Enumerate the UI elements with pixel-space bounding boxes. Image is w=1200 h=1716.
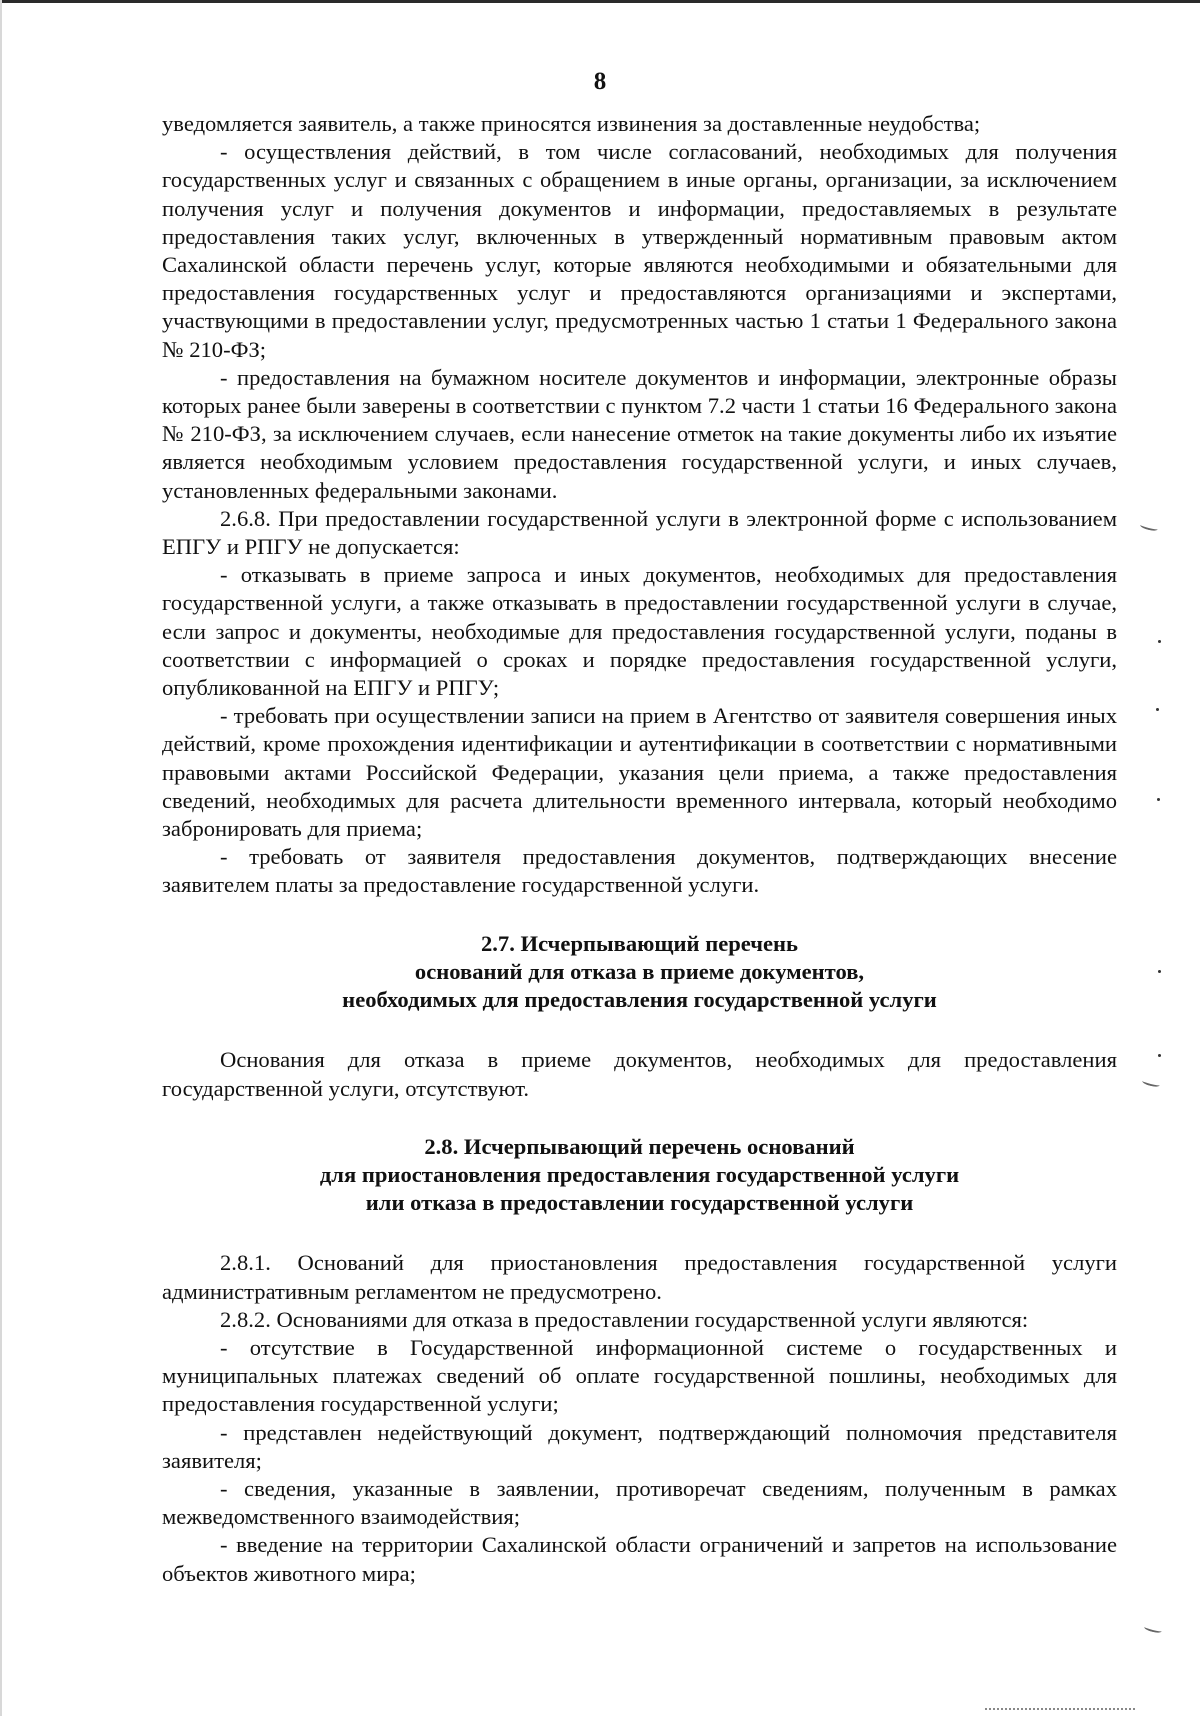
scan-left-edge xyxy=(0,0,2,1716)
section-2-8-paragraph-1: 2.8.1. Оснований для приостановления предоставления государственной услуги административным регламентом не предусмотрено. xyxy=(162,1250,1117,1304)
page-number: 8 xyxy=(593,68,607,95)
scan-speck xyxy=(1158,640,1161,643)
section-2-7-heading xyxy=(162,930,1117,1015)
paragraph-4: 2.6.8. При предоставлении государственной услуги в электронной форме с использованием ЕПГУ и РПГУ не допускается: xyxy=(162,505,1117,560)
scan-mark xyxy=(1142,1078,1161,1088)
section-2-7-heading-line-2: оснований для отказа в приеме документов, xyxy=(414,958,865,984)
section-2-8-heading-line-3: или отказа в предоставлении государственной услуги xyxy=(365,1190,914,1216)
section-2-7-heading-line-1: 2.7. Исчерпывающий перечень xyxy=(480,930,799,956)
scan-speck xyxy=(1158,1054,1161,1057)
section-2-8-paragraph-3: - отсутствие в Государственной информационной системе о государственных и муниципальных платежах сведений об оплате государственной пошлины, необходимых для предоставления государственной услуги; xyxy=(162,1334,1117,1417)
section-2-8-paragraph-2: 2.8.2. Основаниями для отказа в предоставлении государственной услуги являются: xyxy=(220,1306,1029,1332)
scan-mark xyxy=(1144,1624,1163,1634)
paragraph-5: - отказывать в приеме запроса и иных документов, необходимых для предоставления государственной услуги, а также отказывать в предоставлении государственной услуги в случае, если запрос и документы, необходимые для предоставления государственной услуги, поданы в соответствии с информацией о сроках и порядке предоставления государственной услуги, опубликованной на ЕПГУ и РПГУ; xyxy=(162,562,1117,701)
scan-top-edge xyxy=(0,0,1200,3)
scan-speck xyxy=(1158,970,1161,973)
section-2-8-heading xyxy=(162,1133,1117,1218)
spacer xyxy=(162,1217,1117,1249)
paragraph-6: - требовать при осуществлении записи на прием в Агентство от заявителя совершения иных действий, кроме прохождения идентификации и аутентификации в соответствии с нормативными правовыми актами Российской Федерации, указания цели приема, а также предоставления сведений, необходимых для расчета длительности временного интервала, который необходимо забронировать для приема; xyxy=(162,703,1117,842)
section-2-8-paragraph-4: - представлен недействующий документ, подтверждающий полномочия представителя заявителя; xyxy=(162,1419,1117,1473)
paragraph-3: - предоставления на бумажном носителе документов и информации, электронные образы которых ранее были заверены в соответствии с пунктом 7.2 части 1 статьи 16 Федерального закона № 210-ФЗ, за исключением случаев, если нанесение отметок на такие документы либо их изъятие является необходимым условием предоставления государственной услуги, и иных случаев, установленных федеральными законами. xyxy=(162,364,1117,503)
section-2-7-body: Основания для отказа в приеме документов, необходимых для предоставления государственной услуги, отсутствуют. xyxy=(162,1047,1117,1101)
section-2-8-paragraph-5: - сведения, указанные в заявлении, противоречат сведениям, полученным в рамках межведомственного взаимодействия; xyxy=(162,1475,1117,1530)
section-2-8-paragraph-6: - введение на территории Сахалинской области ограничений и запретов на использование объектов животного мира; xyxy=(162,1532,1117,1586)
scan-mark xyxy=(1140,522,1159,532)
paragraph-7: - требовать от заявителя предоставления документов, подтверждающих внесение заявителем платы за предоставление государственной услуги. xyxy=(162,844,1117,898)
paragraph-2: - осуществления действий, в том числе согласований, необходимых для получения государственных услуг и связанных с обращением в иные органы, организации, за исключением получения услуг и получения документов и информации, предоставляемых в результате предоставления таких услуг, включенных в утвержденный нормативным правовым актом Сахалинской области перечень услуг, которые являются необходимыми и обязательными для предоставления государственных услуг и предоставляются организациями и экспертами, участвующими в предоставлении услуг, предусмотренных частью 1 статьи 1 Федерального закона № 210-ФЗ; xyxy=(162,139,1117,362)
section-2-8-heading-line-1: 2.8. Исчерпывающий перечень оснований xyxy=(424,1133,855,1159)
document-body xyxy=(162,110,1117,1588)
spacer xyxy=(162,1014,1117,1046)
spacer xyxy=(162,1103,1117,1133)
scan-speck xyxy=(1156,708,1159,711)
paragraph-1: уведомляется заявитель, а также приносятся извинения за доставленные неудобства; xyxy=(162,111,981,136)
section-2-7-heading-line-3: необходимых для предоставления государственной услуги xyxy=(342,987,937,1013)
section-2-8-heading-line-2: для приостановления предоставления государственной услуги xyxy=(319,1161,960,1187)
scan-speck xyxy=(1157,798,1160,801)
scan-bottom-line xyxy=(985,1708,1135,1712)
spacer xyxy=(162,900,1117,930)
